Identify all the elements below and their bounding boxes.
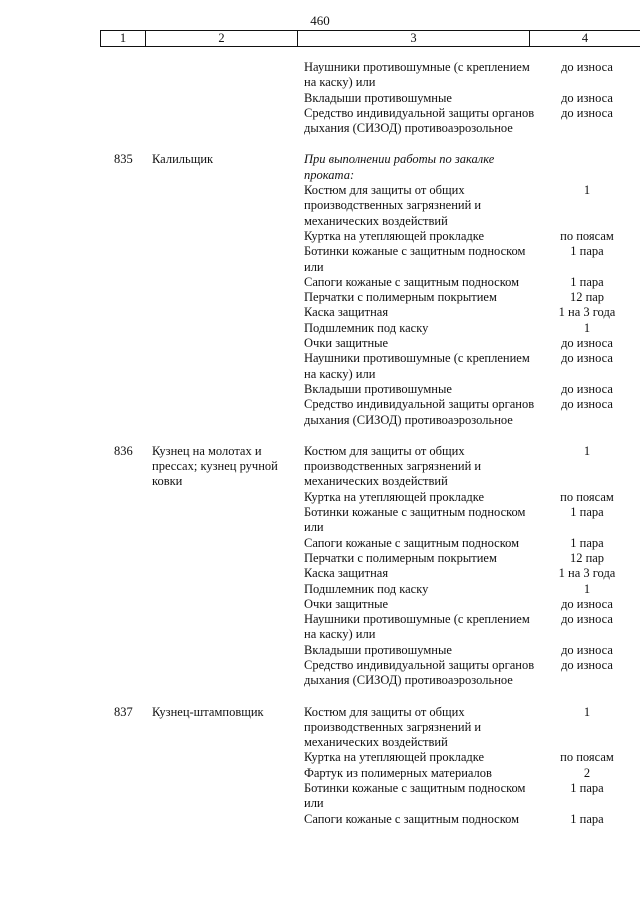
equipment-name: Ботинки кожаные с защитным подноском или <box>304 505 526 535</box>
equipment-name: Очки защитные <box>304 336 389 351</box>
entry-number: 837 <box>114 704 133 719</box>
equipment-quantity: по поясам <box>560 228 614 243</box>
equipment-row <box>304 397 640 428</box>
equipment-name: Наушники противошумные (с креплением на каску) или <box>304 60 530 90</box>
equipment-quantity: до износа <box>561 351 613 366</box>
header-col-4: 4 <box>581 31 589 45</box>
equipment-quantity: до износа <box>561 381 613 396</box>
equipment-list <box>304 152 640 427</box>
equipment-name: Куртка на утепляющей прокладке <box>304 750 485 765</box>
equipment-quantity: 1 <box>583 704 591 719</box>
equipment-quantity: 1 пара <box>570 505 604 520</box>
equipment-name: Куртка на утепляющей прокладке <box>304 489 485 504</box>
equipment-name: Куртка на утепляющей прокладке <box>304 228 485 243</box>
equipment-quantity: 1 на 3 года <box>558 305 616 320</box>
equipment-name: Наушники противошумные (с креплением на каску) или <box>304 351 530 381</box>
equipment-quantity: до износа <box>561 596 613 611</box>
equipment-row <box>304 275 640 290</box>
equipment-row <box>304 152 640 183</box>
equipment-row <box>304 106 640 137</box>
equipment-quantity: по поясам <box>560 750 614 765</box>
equipment-quantity: до износа <box>561 105 613 120</box>
profession-name: Кузнец-штамповщик <box>152 704 264 719</box>
entry-number: 836 <box>114 443 133 458</box>
header-col-1: 1 <box>100 31 146 46</box>
equipment-row <box>304 536 640 551</box>
table-entry <box>0 60 640 136</box>
table-entry <box>0 705 640 827</box>
equipment-row <box>304 229 640 244</box>
equipment-quantity: 2 <box>583 765 591 780</box>
equipment-row <box>304 612 640 643</box>
equipment-row <box>304 490 640 505</box>
equipment-name: Перчатки с полимерным покрытием <box>304 290 497 305</box>
equipment-name: Подшлемник под каску <box>304 581 429 596</box>
equipment-quantity: 1 <box>583 443 591 458</box>
equipment-name: Вкладыши противошумные <box>304 90 452 105</box>
equipment-name: Ботинки кожаные с защитным подноском или <box>304 244 526 274</box>
equipment-name: Сапоги кожаные с защитным подноском <box>304 811 520 826</box>
equipment-quantity: 1 <box>583 581 591 596</box>
page-number: 460 <box>310 13 330 28</box>
equipment-name: Подшлемник под каску <box>304 320 429 335</box>
equipment-name: Костюм для защиты от общих производственных загрязнений и механических воздействий <box>304 704 482 750</box>
table-entry <box>0 152 640 427</box>
equipment-row <box>304 351 640 382</box>
equipment-row <box>304 505 640 536</box>
equipment-name: Вкладыши противошумные <box>304 642 452 657</box>
equipment-name: Средство индивидуальной защиты органов дыхания (СИЗОД) противоаэрозольное <box>304 105 535 136</box>
table-header <box>100 30 640 47</box>
equipment-quantity: 1 на 3 года <box>558 566 616 581</box>
equipment-quantity: 1 пара <box>570 244 604 259</box>
equipment-name: Костюм для защиты от общих производственных загрязнений и механических воздействий <box>304 183 482 228</box>
equipment-name: Каска защитная <box>304 305 389 320</box>
equipment-list <box>304 60 640 136</box>
equipment-row <box>304 321 640 336</box>
equipment-row <box>304 582 640 597</box>
equipment-list <box>304 444 640 689</box>
equipment-quantity: по поясам <box>560 489 614 504</box>
equipment-row <box>304 597 640 612</box>
equipment-name: При выполнении работы по закалке проката: <box>304 152 495 182</box>
equipment-name: Костюм для защиты от общих производственных загрязнений и механических воздействий <box>304 443 482 489</box>
table-entry <box>0 444 640 689</box>
equipment-quantity: 1 пара <box>570 811 604 826</box>
equipment-quantity: до износа <box>561 657 613 672</box>
equipment-row <box>304 183 640 229</box>
equipment-quantity: до износа <box>561 397 613 412</box>
equipment-row <box>304 766 640 781</box>
equipment-name: Каска защитная <box>304 566 389 581</box>
equipment-name: Средство индивидуальной защиты органов дыхания (СИЗОД) противоаэрозольное <box>304 397 535 427</box>
equipment-row <box>304 244 640 275</box>
profession-name: Кузнец на молотах и прессах; кузнец ручной ковки <box>152 443 278 489</box>
equipment-row <box>304 91 640 106</box>
equipment-row <box>304 812 640 827</box>
equipment-quantity: 1 пара <box>570 781 604 796</box>
equipment-name: Сапоги кожаные с защитным подноском <box>304 535 520 550</box>
equipment-name: Очки защитные <box>304 596 389 611</box>
equipment-name: Наушники противошумные (с креплением на каску) или <box>304 612 530 642</box>
equipment-quantity: 1 пара <box>570 274 604 289</box>
equipment-row <box>304 658 640 689</box>
equipment-quantity: 1 пара <box>570 535 604 550</box>
equipment-quantity: 1 <box>583 320 591 335</box>
equipment-row <box>304 643 640 658</box>
equipment-name: Ботинки кожаные с защитным подноском или <box>304 781 526 811</box>
equipment-row <box>304 382 640 397</box>
equipment-row <box>304 781 640 812</box>
equipment-list <box>304 705 640 827</box>
equipment-quantity: до износа <box>561 642 613 657</box>
equipment-quantity <box>542 152 632 183</box>
equipment-quantity: до износа <box>561 336 613 351</box>
profession-name: Калильщик <box>152 152 214 167</box>
equipment-name: Вкладыши противошумные <box>304 381 452 396</box>
equipment-row <box>304 336 640 351</box>
equipment-row <box>304 444 640 490</box>
equipment-row <box>304 60 640 91</box>
header-col-3: 3 <box>298 31 530 46</box>
equipment-row <box>304 305 640 320</box>
equipment-quantity: до износа <box>561 60 613 74</box>
equipment-name: Перчатки с полимерным покрытием <box>304 550 497 565</box>
equipment-quantity: 12 пар <box>569 290 605 305</box>
equipment-row <box>304 290 640 305</box>
equipment-quantity: 12 пар <box>569 550 605 565</box>
entry-number: 835 <box>114 152 133 167</box>
equipment-row <box>304 566 640 581</box>
equipment-row <box>304 551 640 566</box>
table-body <box>0 60 640 827</box>
equipment-quantity: до износа <box>561 90 613 105</box>
equipment-name: Сапоги кожаные с защитным подноском <box>304 274 520 289</box>
equipment-quantity: до износа <box>561 612 613 627</box>
header-col-2: 2 <box>146 31 298 46</box>
equipment-row <box>304 750 640 765</box>
equipment-row <box>304 705 640 751</box>
equipment-name: Средство индивидуальной защиты органов дыхания (СИЗОД) противоаэрозольное <box>304 657 535 688</box>
equipment-quantity: 1 <box>583 183 591 198</box>
equipment-name: Фартук из полимерных материалов <box>304 765 492 780</box>
